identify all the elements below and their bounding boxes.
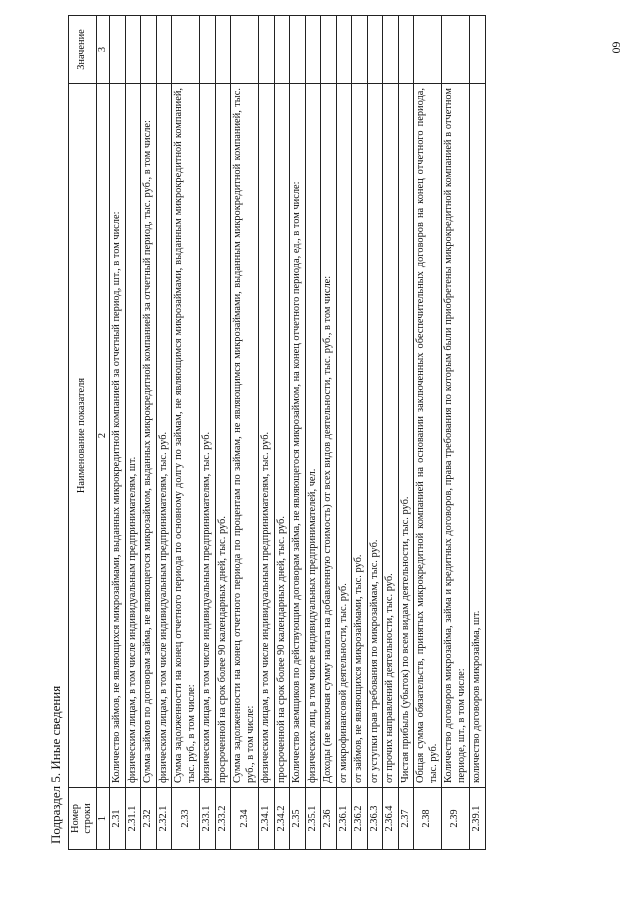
row-name: Общая сумма обязательств, принятых микрокредитной компанией на основании заключенных обеспечительных договоров на конец отчетного периода, тыс. руб. — [414, 84, 442, 788]
table-row — [321, 16, 336, 850]
row-value — [383, 16, 398, 84]
row-code: 2.36.3 — [367, 788, 382, 850]
table-row — [336, 16, 351, 850]
row-value — [231, 16, 259, 84]
table-row — [383, 16, 398, 850]
row-code: 2.33.2 — [215, 788, 230, 850]
row-name: Сумма займов по договорам займа, не являющегося микрозаймом, выданных микрокредитной компанией за отчетный период, тыс. руб., в том числе: — [141, 84, 156, 788]
header-line-number: Номер строки — [69, 788, 97, 850]
row-name: Количество договоров микрозайма, займа и кредитных договоров, права требования по которым были приобретены микрокредитной компанией в отчетном периоде, шт., в том числе: — [442, 84, 470, 788]
row-name: физическим лицам, в том числе индивидуальным предпринимателям, тыс. руб. — [259, 84, 274, 788]
section-title: Подраздел 5. Иные сведения — [48, 685, 63, 844]
row-code: 2.32.1 — [156, 788, 171, 850]
row-value — [398, 16, 413, 84]
row-code: 2.36.4 — [383, 788, 398, 850]
row-code: 2.33.1 — [200, 788, 215, 850]
table-row — [442, 16, 470, 850]
row-code: 2.36 — [321, 788, 336, 850]
row-code: 2.35 — [290, 788, 305, 850]
row-name: от уступки прав требования по микрозаймам, тыс. руб. — [367, 84, 382, 788]
table-row — [305, 16, 320, 850]
row-value — [321, 16, 336, 84]
column-number-row — [96, 16, 109, 850]
row-value — [156, 16, 171, 84]
column-number: 1 — [96, 788, 109, 850]
row-code: 2.36.2 — [352, 788, 367, 850]
row-name: Количество заемщиков по действующим договорам займа, не являющегося микрозаймом, на конец отчетного периода, ед., в том числе: — [290, 84, 305, 788]
row-value — [305, 16, 320, 84]
row-name: просроченной на срок более 90 календарных дней, тыс. руб. — [274, 84, 289, 788]
row-value — [414, 16, 442, 84]
table-row — [110, 16, 125, 850]
row-code: 2.39.1 — [470, 788, 485, 850]
row-value — [367, 16, 382, 84]
table-header-row — [69, 16, 97, 850]
row-value — [336, 16, 351, 84]
row-code: 2.39 — [442, 788, 470, 850]
table-row — [125, 16, 140, 850]
row-code: 2.36.1 — [336, 788, 351, 850]
row-value — [352, 16, 367, 84]
table-row — [141, 16, 156, 850]
row-code: 2.34 — [231, 788, 259, 850]
row-code: 2.37 — [398, 788, 413, 850]
row-code: 2.34.1 — [259, 788, 274, 850]
table-row — [290, 16, 305, 850]
row-code: 2.35.1 — [305, 788, 320, 850]
table-row — [414, 16, 442, 850]
row-code: 2.31.1 — [125, 788, 140, 850]
row-value — [200, 16, 215, 84]
row-value — [274, 16, 289, 84]
header-value: Значение — [69, 16, 97, 84]
column-number: 3 — [96, 16, 109, 84]
row-code: 2.32 — [141, 788, 156, 850]
table-body — [110, 16, 485, 850]
table-row — [215, 16, 230, 850]
row-value — [110, 16, 125, 84]
document-content — [48, 15, 486, 850]
row-name: физическим лицам, в том числе индивидуальным предпринимателям, шт. — [125, 84, 140, 788]
table-row — [231, 16, 259, 850]
header-indicator-name: Наименование показателя — [69, 84, 97, 788]
table-row — [156, 16, 171, 850]
row-value — [442, 16, 470, 84]
row-name: физических лиц, в том числе индивидуальных предпринимателей, чел. — [305, 84, 320, 788]
row-name: от микрофинансовой деятельности, тыс. руб. — [336, 84, 351, 788]
page-number: 60 — [609, 41, 624, 54]
row-value — [290, 16, 305, 84]
row-value — [125, 16, 140, 84]
table-row — [172, 16, 200, 850]
table-row — [367, 16, 382, 850]
row-code: 2.38 — [414, 788, 442, 850]
row-code: 2.34.2 — [274, 788, 289, 850]
row-name: Доходы (не включая сумму налога на добавленную стоимость) от всех видов деятельности, тыс. руб., в том числе: — [321, 84, 336, 788]
column-number: 2 — [96, 84, 109, 788]
row-value — [470, 16, 485, 84]
row-name: Количество займов, не являющихся микрозаймами, выданных микрокредитной компанией за отчетный период, шт., в том числе: — [110, 84, 125, 788]
table-row — [259, 16, 274, 850]
row-value — [215, 16, 230, 84]
row-name: Чистая прибыль (убыток) по всем видам деятельности, тыс. руб. — [398, 84, 413, 788]
row-name: физическим лицам, в том числе индивидуальным предпринимателям, тыс. руб. — [156, 84, 171, 788]
row-name: Сумма задолженности на конец отчетного периода по процентам по займам, не являющимся микрозаймами, выданным микрокредитной компанией, тыс. руб., в том числе: — [231, 84, 259, 788]
indicators-table — [68, 15, 486, 850]
row-name: Сумма задолженности на конец отчетного периода по основному долгу по займам, не являющимся микрозаймами, выданным микрокредитной компанией, тыс. руб., в том числе: — [172, 84, 200, 788]
row-name: физическим лицам, в том числе индивидуальным предпринимателям, тыс. руб. — [200, 84, 215, 788]
row-value — [172, 16, 200, 84]
row-value — [259, 16, 274, 84]
table-row — [200, 16, 215, 850]
row-name: просроченной на срок более 90 календарных дней, тыс. руб. — [215, 84, 230, 788]
row-name: от займов, не являющихся микрозаймами, тыс. руб. — [352, 84, 367, 788]
table-row — [274, 16, 289, 850]
table-row — [470, 16, 485, 850]
table-row — [352, 16, 367, 850]
row-code: 2.31 — [110, 788, 125, 850]
row-value — [141, 16, 156, 84]
table-row — [398, 16, 413, 850]
row-name: количество договоров микрозайма, шт. — [470, 84, 485, 788]
row-name: от прочих направлений деятельности, тыс. руб. — [383, 84, 398, 788]
row-code: 2.33 — [172, 788, 200, 850]
